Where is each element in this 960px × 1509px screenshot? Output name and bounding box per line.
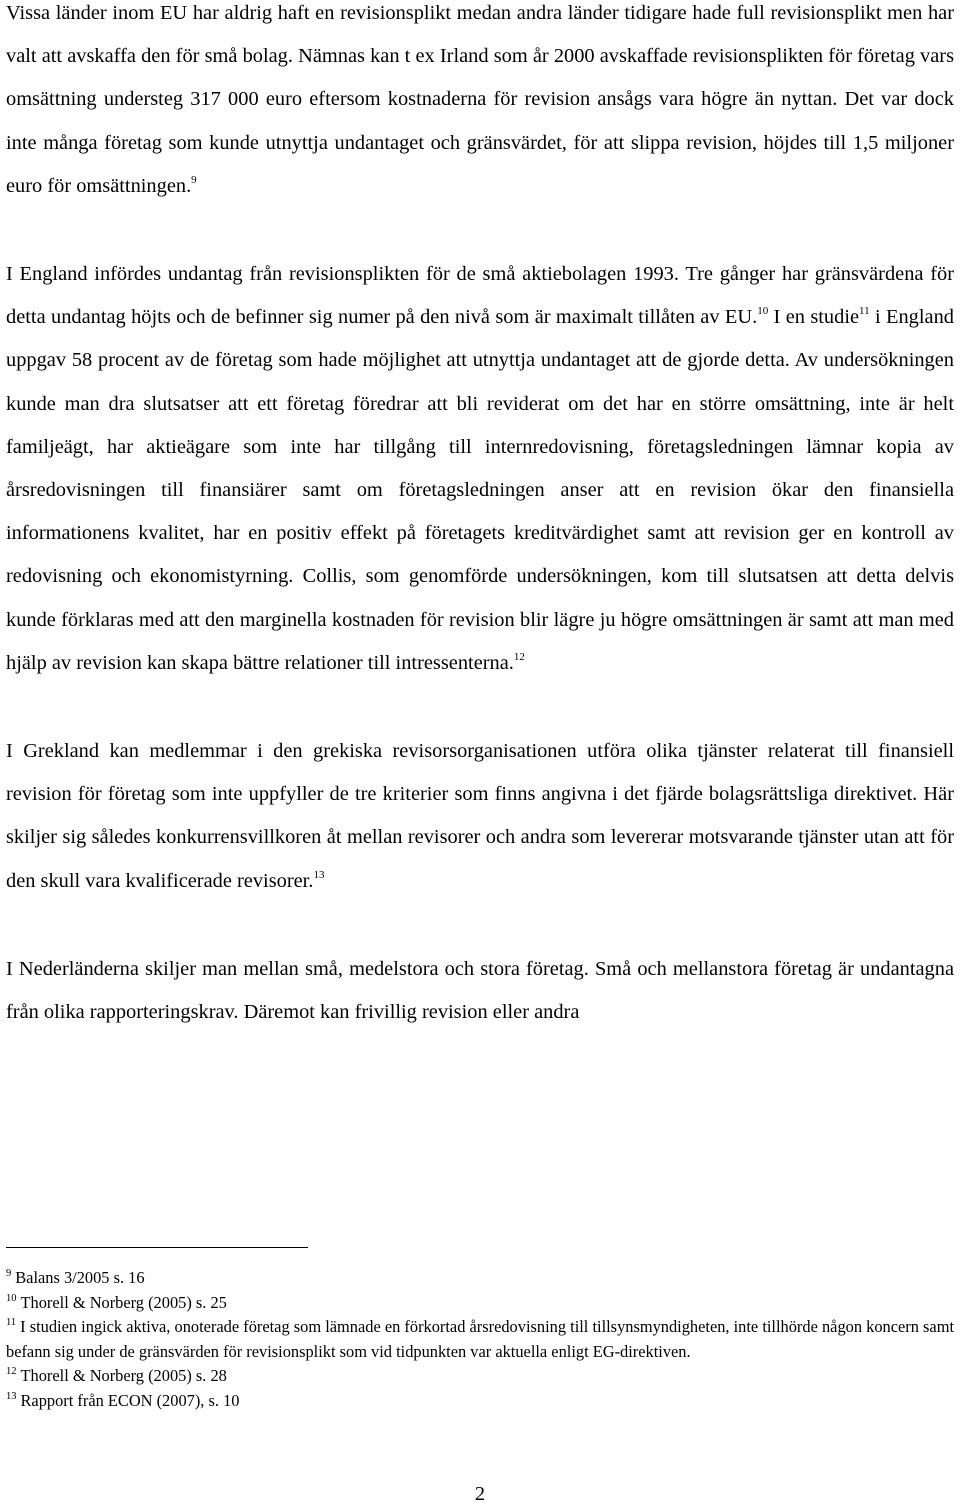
paragraph-grekland [6, 730, 954, 903]
paragraph-text: i England uppgav 58 procent av de företag som hade möjlighet att utnyttja undantaget att de gjorde detta. Av undersökningen kunde man dra slutsatser att ett företag föredrar att bli reviderat om det har en större omsättning, inte är helt familjeägt, har aktieägare som inte har tillgång till internredovisning, företagsledningen lämnar kopia av årsredovisningen till finansiärer samt om företagsledningen anser att en revision ökar den finansiella informationens kvalitet, har en positiv effekt på företagets kreditvärdighet samt att revision ger en kontroll av redovisning och ekonomistyrning. Collis, som genomförde undersökningen, kom till slutsatsen att detta delvis kunde förklaras med att den marginella kostnaden för revision blir lägre ju högre omsättningen är samt att man med hjälp av revision kan skapa bättre relationer till intressenterna. [6, 306, 954, 674]
footnote-reference: 11 [859, 305, 870, 318]
paragraph-text: Vissa länder inom EU har aldrig haft en revisionsplikt medan andra länder tidigare hade full revisionsplikt men har valt att avskaffa den för små bolag. Nämnas kan t ex Irland som år 2000 avskaffade revisionsplikten för företag vars omsättning understeg 317 000 euro eftersom kostnaderna för revision ansågs vara högre än nyttan. Det var dock inte många företag som kunde utnyttja undantaget och gränsvärdet, för att slippa revision, höjdes till 1,5 miljoner euro för omsättningen. [6, 2, 954, 197]
footnote-number: 11 [6, 1317, 17, 1328]
paragraph-nederlanderna [6, 948, 954, 1034]
paragraph-text: I England infördes undantag från revisionsplikten för de små aktiebolagen 1993. Tre gånger har gränsvärdena för detta undantag höjts och de befinner sig numer på den nivå som är maximalt tillåten av EU. [6, 263, 954, 329]
paragraph-eu-irland [6, 0, 954, 208]
footnote-number: 9 [6, 1268, 12, 1279]
footnote-reference: 13 [313, 868, 325, 881]
paragraph-england [6, 253, 954, 685]
footnote-text: Balans 3/2005 s. 16 [15, 1268, 145, 1287]
footnote-separator [6, 1247, 308, 1248]
footnote-text: Rapport från ECON (2007), s. 10 [20, 1390, 240, 1410]
footnote-11 [6, 1315, 954, 1364]
footnote-9 [6, 1266, 954, 1291]
footnote-text: I studien ingick aktiva, onoterade företag som lämnade en förkortad årsredovisning till tillsynsmyndigheten, inte tillhörde någon koncern samt befann sig under de gränsvärden för revisionsplikt som vid tidpunkten var aktuella enligt EG-direktiven. [6, 1317, 954, 1361]
paragraph-text: I Nederländerna skiljer man mellan små, medelstora och stora företag. Små och mellanstora företag är undantagna från olika rapporteringskrav. Däremot kan frivillig revision eller andra [6, 957, 954, 1024]
footnote-number: 10 [6, 1292, 17, 1304]
footnote-text: Thorell & Norberg (2005) s. 28 [20, 1366, 227, 1385]
page-number: 2 [474, 1483, 486, 1505]
footnote-text: Thorell & Norberg (2005) s. 25 [20, 1292, 227, 1312]
footnote-10 [6, 1291, 954, 1316]
paragraph-text: I en studie [768, 306, 860, 329]
footnote-reference: 9 [191, 173, 197, 186]
footnotes [6, 1266, 954, 1413]
footnote-13 [6, 1389, 954, 1414]
footnote-12 [6, 1364, 954, 1389]
document-body [6, 0, 954, 1034]
footnote-number: 12 [6, 1366, 17, 1377]
paragraph-text: I Grekland kan medlemmar i den grekiska revisorsorganisationen utföra olika tjänster relaterat till finansiell revision för företag som inte uppfyller de tre kriterier som finns angivna i det fjärde bolagsrättsliga direktivet. Här skiljer sig således konkurrensvillkoren åt mellan revisorer och andra som levererar motsvarande tjänster utan att för den skull vara kvalificerade revisorer. [6, 740, 954, 892]
footnote-reference: 10 [757, 305, 769, 318]
footnote-reference: 12 [513, 650, 525, 663]
footnote-number: 13 [6, 1390, 17, 1402]
